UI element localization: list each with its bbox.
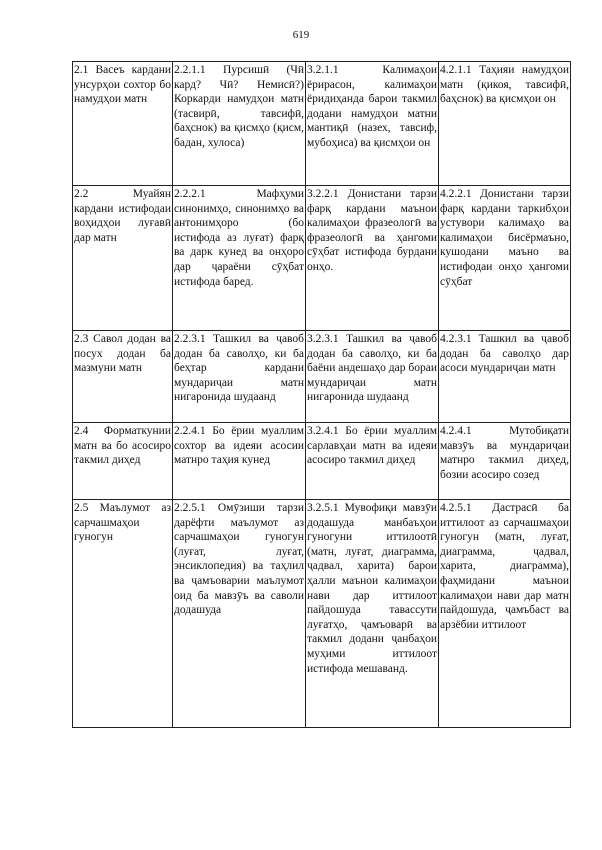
- table-cell-grade-4: 4.2.5.1 Дастрасӣ ба иттилоот аз сарчашмаҳои гуногун (матн, луғат, диаграмма, ҷадвал, харита, диаграмма), фаҳмидани маънои калимаҳои нави дар матн пайдошуда, ҷамъбаст ва арзёбии иттилоот: [439, 500, 571, 728]
- table-cell-grade-2: 2.2.1.1 Пурсишӣ (Чӣ кард? Чӣ? Немисӣ?) Коркарди намудҳои матн (тасвирӣ, тавсифӣ, баҳснок) ва қисмҳо (қисм, бадан, хулоса): [173, 62, 306, 186]
- table-cell-grade-4: 4.2.1.1 Таҳияи намудҳои матн (қикоя, тавсифӣ, баҳснок) ва қисмҳои он: [439, 62, 571, 186]
- table-cell-grade-3: 3.2.1.1 Калимаҳои ёрирасон, калимаҳои ёридиҳанда барои такмил додани намудҳои матни мантиқӣ (назех, тавсиф, мубоҳиса) ва қисмҳои он: [306, 62, 439, 186]
- table-cell-grade-2: 2.2.5.1 Омӯзиши тарзи дарёфти маълумот аз сарчашмаҳои гуногун (луғат, луғат, энсиклопедия) ва таҳлил ва ҷамъоварии маълумот оид ба мавзӯъ ва саволи додашуда: [173, 500, 306, 728]
- table-row: [73, 331, 571, 423]
- table-cell-topic: 2.4 Форматкунии матн ва бо асосиро такмил диҳед: [73, 423, 173, 500]
- curriculum-table: [72, 61, 571, 728]
- table-cell-grade-3: 3.2.2.1 Донистани тарзи фарқ кардани маънои калимаҳои фразеологӣ ва фразеологӣ ва ҳангоми сӯҳбат истифода бурдани онҳо.: [306, 186, 439, 331]
- table-cell-grade-2: 2.2.3.1 Ташкил ва ҷавоб додан ба саволҳо, ки ба беҳтар кардани мундариҷаи матн нигаронида шудаанд: [173, 331, 306, 423]
- table-cell-grade-4: 4.2.4.1 Мутобиқати мавзӯъ ва мундариҷаи матнро такмил диҳед, бозии асосиро созед: [439, 423, 571, 500]
- table-cell-topic: 2.1 Васеъ кардани унсурҳои сохтор бо намудҳои матн: [73, 62, 173, 186]
- table-cell-grade-2: 2.2.2.1 Мафҳуми синонимҳо, синонимҳо ва антонимҳоро (бо истифода аз луғат) фарқ ва дарк кунед ва онҳоро дар ҷараёни сӯҳбат истифода баред.: [173, 186, 306, 331]
- table-row: [73, 423, 571, 500]
- table-cell-topic: 2.2 Муайян кардани истифодаи воҳидҳои луғавӣ дар матн: [73, 186, 173, 331]
- table-cell-grade-2: 2.2.4.1 Бо ёрии муаллим сохтор ва идеяи асосии матнро таҳия кунед: [173, 423, 306, 500]
- table-cell-grade-3: 3.2.4.1 Бо ёрии муаллим сарлавҳаи матн ва идеяи асосиро такмил диҳед: [306, 423, 439, 500]
- table-cell-grade-3: 3.2.5.1 Мувофиқи мавзӯи додашуда манбаъҳои гуногуни иттилоотӣ (матн, луғат, диаграмма, ҷадвал, харита) барои ҳалли маънои калимаҳои нави дар иттилоот пайдошуда тавассути луғатҳо, ҷамъоварӣ ва такмил додани ҷанбаҳои муҳими иттилоот истифода мешаванд.: [306, 500, 439, 728]
- table-row: [73, 186, 571, 331]
- table-cell-grade-4: 4.2.3.1 Ташкил ва ҷавоб додан ба саволҳо дар асоси мундариҷаи матн: [439, 331, 571, 423]
- table-row: [73, 62, 571, 186]
- table-cell-grade-4: 4.2.2.1 Донистани тарзи фарқ кардани таркибҳои устувори калимаҳо ва калимаҳои бисёрмаъно, кушодани маъно ва истифодаи онҳо ҳангоми сӯҳбат: [439, 186, 571, 331]
- table-cell-topic: 2.3 Савол додан ва посух додан ба мазмуни матн: [73, 331, 173, 423]
- table-row: [73, 500, 571, 728]
- table-cell-topic: 2.5 Маълумот аз сарчашмаҳои гуногун: [73, 500, 173, 728]
- page-number: 619: [292, 29, 310, 41]
- table-cell-grade-3: 3.2.3.1 Ташкил ва ҷавоб додан ба саволҳо, ки ба баёни андешаҳо дар бораи мундариҷаи матн нигаронида шудаанд: [306, 331, 439, 423]
